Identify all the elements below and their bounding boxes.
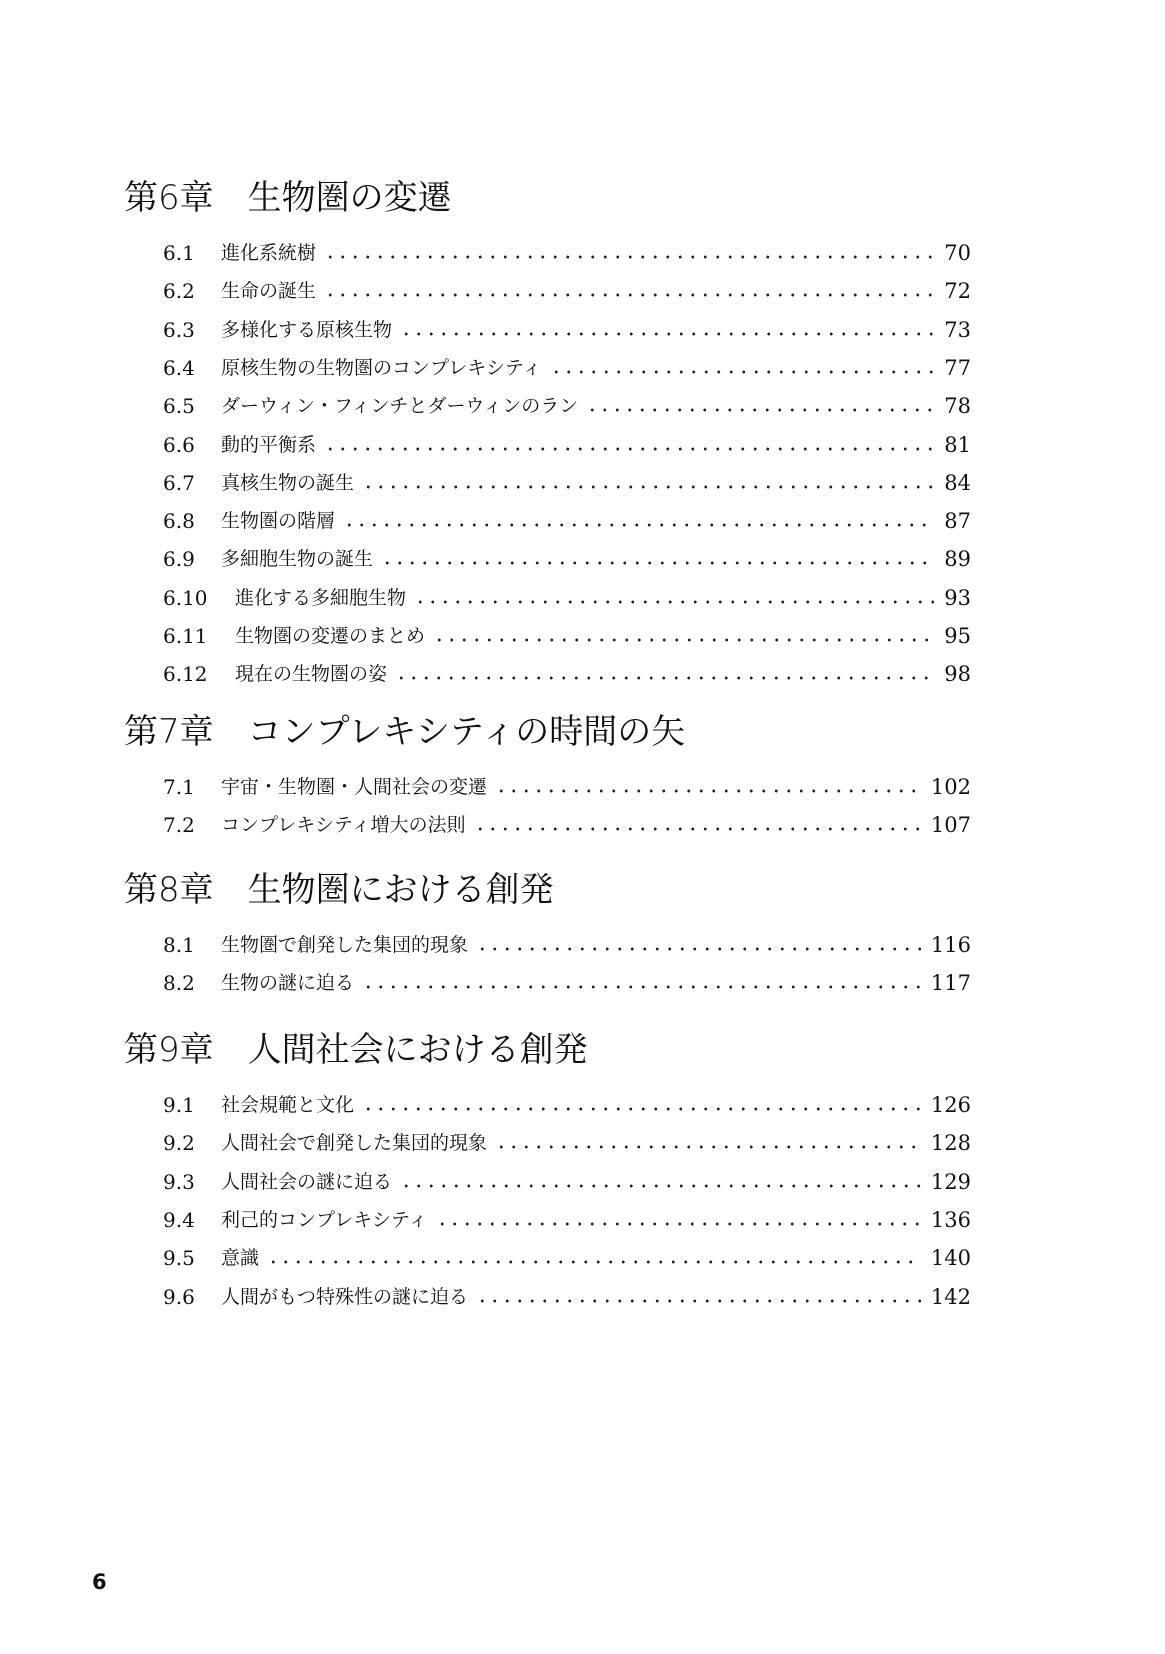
- toc-entry-label[interactable]: [163, 932, 468, 958]
- page-reference: 116: [930, 933, 971, 957]
- section-title: 多様化する原核生物: [221, 319, 393, 341]
- page-reference: 87: [944, 509, 971, 533]
- section-title: 動的平衡系: [221, 434, 317, 456]
- dot-leader: [362, 1092, 921, 1118]
- dot-leader: [550, 355, 935, 381]
- toc-entry-label[interactable]: [163, 1284, 468, 1310]
- page-reference: 107: [930, 813, 971, 837]
- section-number: 6.7: [163, 471, 195, 495]
- toc-entry[interactable]: [163, 278, 971, 304]
- toc-entry[interactable]: [163, 1169, 971, 1195]
- page-reference: 117: [930, 971, 971, 995]
- section-number: 6.10: [163, 586, 208, 610]
- dot-leader: [362, 970, 921, 996]
- dot-leader: [324, 278, 934, 304]
- toc-entry[interactable]: [163, 546, 971, 572]
- dot-leader: [381, 546, 934, 572]
- section-title: 原核生物の生物圏のコンプレキシティ: [221, 357, 542, 379]
- dot-leader: [400, 1169, 921, 1195]
- toc-entry[interactable]: [163, 585, 971, 611]
- section-number: 8.1: [163, 933, 195, 957]
- dot-leader: [476, 932, 921, 958]
- dot-leader: [436, 1207, 921, 1233]
- section-title: 生物圏の階層: [221, 510, 336, 532]
- page-number: 6: [92, 1570, 107, 1594]
- section-title: 宇宙・生物圏・人間社会の変遷: [221, 776, 488, 798]
- page-reference: 95: [944, 624, 971, 648]
- toc-entry-label[interactable]: [163, 1245, 259, 1271]
- toc-entry-label[interactable]: [163, 1169, 392, 1195]
- toc-entry[interactable]: [163, 970, 971, 996]
- section-number: 9.2: [163, 1131, 195, 1155]
- dot-leader: [324, 240, 934, 266]
- page-reference: 89: [944, 547, 971, 571]
- toc-entry-label[interactable]: [163, 812, 466, 838]
- toc-entry[interactable]: [163, 812, 971, 838]
- toc-entry-label[interactable]: [163, 661, 387, 687]
- toc-entry[interactable]: [163, 470, 971, 496]
- section-number: 6.12: [163, 662, 208, 686]
- section-title: 人間社会で創発した集団的現象: [221, 1132, 488, 1154]
- dot-leader: [400, 317, 934, 343]
- toc-entry[interactable]: [163, 1245, 971, 1271]
- section-number: 7.1: [163, 775, 195, 799]
- section-title: 生命の誕生: [221, 280, 317, 302]
- page-reference: 102: [930, 775, 971, 799]
- toc-entry[interactable]: [163, 1130, 971, 1156]
- section-number: 6.6: [163, 433, 195, 457]
- section-title: 進化する多細胞生物: [235, 587, 407, 609]
- section-title: 意識: [221, 1247, 260, 1269]
- dot-leader: [474, 812, 921, 838]
- section-number: 9.4: [163, 1208, 195, 1232]
- section-title: 多細胞生物の誕生: [221, 548, 374, 570]
- section-number: 9.6: [163, 1285, 195, 1309]
- section-title: 生物圏で創発した集団的現象: [221, 934, 469, 956]
- section-title: ダーウィン・フィンチとダーウィンのラン: [221, 395, 579, 417]
- section-number: 7.2: [163, 813, 195, 837]
- section-title: 進化系統樹: [221, 242, 317, 264]
- chapter-title[interactable]: 第9章 人間社会における創発: [124, 1030, 588, 1070]
- page-reference: 73: [944, 318, 971, 342]
- toc-entry-label[interactable]: [163, 774, 487, 800]
- dot-leader: [476, 1284, 921, 1310]
- toc-entry-label[interactable]: [163, 317, 392, 343]
- section-title: 社会規範と文化: [221, 1094, 355, 1116]
- dot-leader: [343, 508, 934, 534]
- section-title: コンプレキシティ増大の法則: [221, 814, 466, 836]
- toc-entry-label[interactable]: [163, 1207, 428, 1233]
- page-reference: 98: [944, 662, 971, 686]
- page-reference: 84: [944, 471, 971, 495]
- toc-entry[interactable]: [163, 1284, 971, 1310]
- toc-entry-label[interactable]: [163, 432, 316, 458]
- page-reference: 140: [930, 1246, 971, 1270]
- toc-entry-label[interactable]: [163, 278, 316, 304]
- page-reference: 129: [930, 1170, 971, 1194]
- dot-leader: [433, 623, 934, 649]
- page-reference: 136: [930, 1208, 971, 1232]
- section-title: 生物の謎に迫る: [221, 972, 355, 994]
- toc-entry[interactable]: [163, 355, 971, 381]
- toc-entry-label[interactable]: [163, 1092, 354, 1118]
- toc-entry[interactable]: [163, 393, 971, 419]
- section-title: 生物圏の変遷のまとめ: [235, 625, 426, 647]
- toc-entry-label[interactable]: [163, 240, 316, 266]
- toc-entry-label[interactable]: [163, 355, 542, 381]
- section-number: 6.8: [163, 509, 195, 533]
- dot-leader: [267, 1245, 921, 1271]
- section-number: 6.4: [163, 356, 195, 380]
- toc-entry-label[interactable]: [163, 970, 354, 996]
- toc-entry[interactable]: [163, 1092, 971, 1118]
- toc-entry-label[interactable]: [163, 508, 335, 534]
- chapter-title[interactable]: 第6章 生物圏の変遷: [124, 178, 452, 218]
- section-number: 9.3: [163, 1170, 195, 1194]
- section-title: 真核生物の誕生: [221, 472, 355, 494]
- page-reference: 142: [930, 1285, 971, 1309]
- toc-entry-label[interactable]: [163, 623, 425, 649]
- section-title: 現在の生物圏の姿: [235, 663, 388, 685]
- section-number: 6.11: [163, 624, 208, 648]
- page-reference: 128: [930, 1131, 971, 1155]
- section-number: 6.9: [163, 547, 195, 571]
- toc-entry-label[interactable]: [163, 393, 578, 419]
- page-reference: 77: [944, 356, 971, 380]
- toc-entry[interactable]: [163, 1207, 971, 1233]
- toc-entry[interactable]: [163, 623, 971, 649]
- toc-entry[interactable]: [163, 774, 971, 800]
- section-number: 8.2: [163, 971, 195, 995]
- chapter-title[interactable]: 第7章 コンプレキシティの時間の矢: [124, 712, 686, 752]
- page-reference: 72: [944, 279, 971, 303]
- section-number: 9.1: [163, 1093, 195, 1117]
- dot-leader: [495, 774, 921, 800]
- toc-entry[interactable]: [163, 508, 971, 534]
- section-number: 6.2: [163, 279, 195, 303]
- toc-entry[interactable]: [163, 317, 971, 343]
- dot-leader: [324, 432, 934, 458]
- section-number: 6.5: [163, 394, 195, 418]
- page-reference: 126: [930, 1093, 971, 1117]
- dot-leader: [495, 1130, 921, 1156]
- page-reference: 78: [944, 394, 971, 418]
- page-reference: 81: [944, 433, 971, 457]
- dot-leader: [586, 393, 934, 419]
- toc-entry[interactable]: [163, 432, 971, 458]
- toc-entry[interactable]: [163, 932, 971, 958]
- section-number: 6.1: [163, 241, 195, 265]
- section-number: 9.5: [163, 1246, 195, 1270]
- dot-leader: [395, 661, 934, 687]
- toc-entry-label[interactable]: [163, 546, 373, 572]
- chapter-title[interactable]: 第8章 生物圏における創発: [124, 870, 554, 910]
- section-title: 人間社会の謎に迫る: [221, 1171, 393, 1193]
- section-title: 利己的コンプレキシティ: [221, 1209, 428, 1231]
- dot-leader: [414, 585, 934, 611]
- page-reference: 70: [944, 241, 971, 265]
- toc-entry-label[interactable]: [163, 1130, 487, 1156]
- toc-entry[interactable]: [163, 240, 971, 266]
- section-title: 人間がもつ特殊性の謎に迫る: [221, 1286, 469, 1308]
- page-reference: 93: [944, 586, 971, 610]
- toc-entry-label[interactable]: [163, 470, 354, 496]
- dot-leader: [362, 470, 934, 496]
- section-number: 6.3: [163, 318, 195, 342]
- toc-entry[interactable]: [163, 661, 971, 687]
- toc-entry-label[interactable]: [163, 585, 406, 611]
